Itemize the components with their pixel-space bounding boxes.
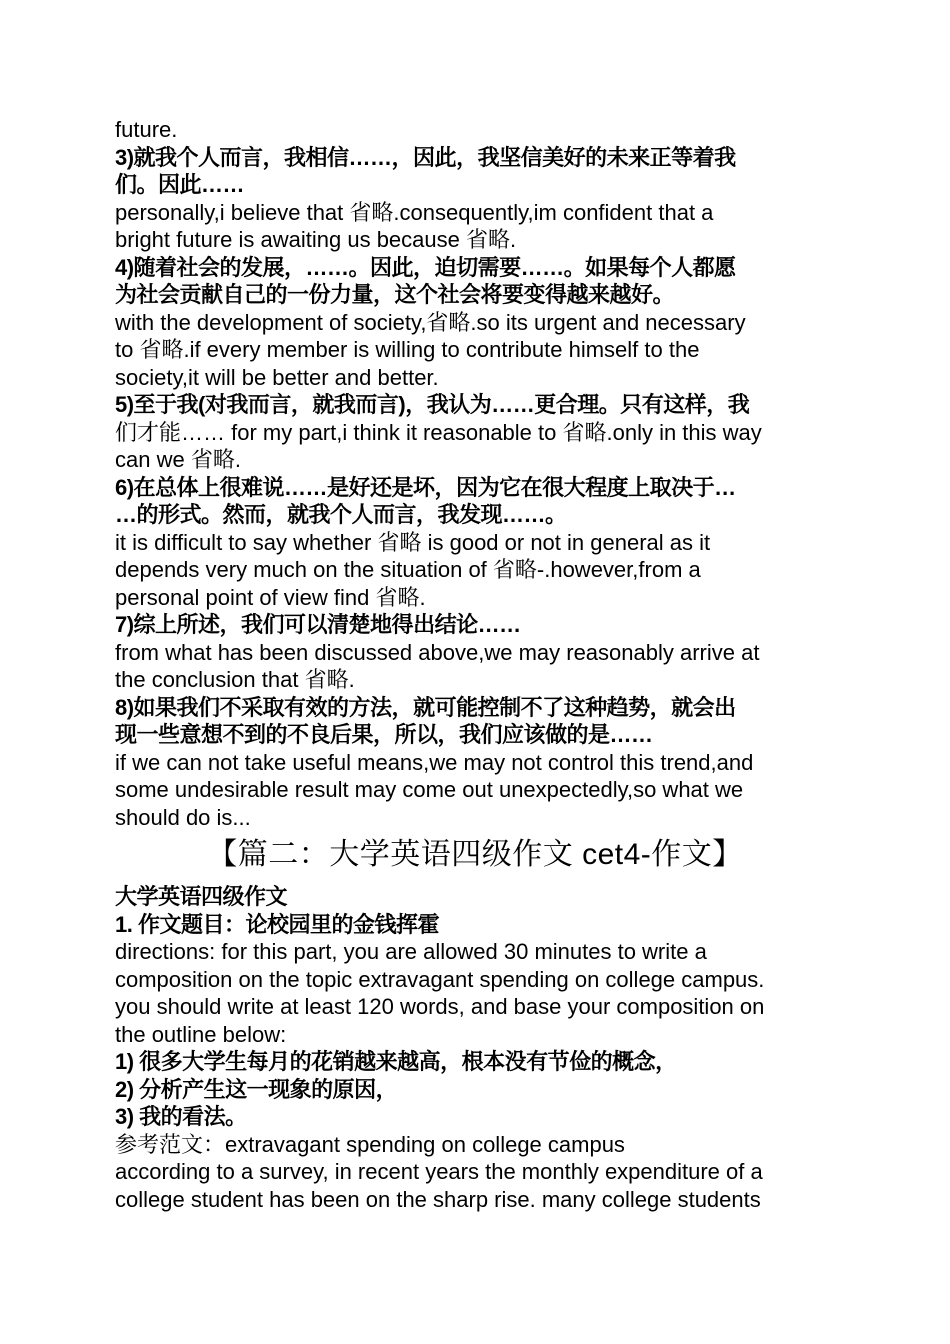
- text-line: 为社会贡献自己的一份力量，这个社会将要变得越来越好。: [115, 282, 675, 307]
- text-line: directions: for this part, you are allowed 30 minutes to write a: [115, 939, 707, 964]
- text-line: 4)随着社会的发展，……。因此，迫切需要……。如果每个人都愿: [115, 254, 736, 280]
- text-line: 们。因此……: [115, 172, 245, 197]
- text-line: 7)综上所述，我们可以清楚地得出结论……: [115, 612, 521, 637]
- document-body: [115, 116, 835, 1213]
- text-line: future.: [115, 117, 178, 142]
- text-line: should do is...: [115, 804, 251, 830]
- text-line: bright future is awaiting us because 省略.: [115, 227, 517, 252]
- text-line: 大学英语四级作文: [115, 884, 288, 909]
- text-line: can we 省略.: [115, 447, 241, 472]
- text-line: composition on the topic extravagant spending on college campus.: [115, 966, 765, 992]
- section-heading: 【篇二：大学英语四级作文 cet4-作文】: [207, 838, 743, 871]
- text-line: with the development of society,省略.so its urgent and necessary: [115, 309, 746, 335]
- text-line: 6)在总体上很难说……是好还是坏，因为它在很大程度上取决于…: [115, 474, 736, 500]
- text-line: you should write at least 120 words, and base your composition on: [115, 994, 765, 1019]
- text-line: it is difficult to say whether 省略 is good or not in general as it: [115, 529, 711, 555]
- text-line: some undesirable result may come out unexpectedly,so what we: [115, 777, 744, 802]
- text-line: to 省略.if every member is willing to contribute himself to the: [115, 337, 700, 362]
- text-line: college student has been on the sharp rise. many college students: [115, 1186, 761, 1212]
- text-line: society,it will be better and better.: [115, 364, 439, 390]
- text-line: 们才能…… for my part,i think it reasonable to 省略.only in this way: [115, 419, 762, 445]
- text-line: from what has been discussed above,we may reasonably arrive at: [115, 639, 760, 665]
- text-line: 8)如果我们不采取有效的方法，就可能控制不了这种趋势，就会出: [115, 694, 736, 720]
- text-line: 5)至于我(对我而言，就我而言)，我认为……更合理。只有这样，我: [115, 392, 750, 417]
- text-line: the conclusion that 省略.: [115, 667, 355, 692]
- text-line: 1. 作文题目：论校园里的金钱挥霍: [115, 911, 439, 937]
- text-line: 3)就我个人而言，我相信……，因此，我坚信美好的未来正等着我: [115, 144, 736, 170]
- text-line: 现一些意想不到的不良后果，所以，我们应该做的是……: [115, 722, 653, 747]
- text-line: according to a survey, in recent years the monthly expenditure of a: [115, 1159, 763, 1184]
- text-line: 3) 我的看法。: [115, 1104, 247, 1129]
- text-line: personally,i believe that 省略.consequently,im confident that a: [115, 199, 714, 225]
- text-line: the outline below:: [115, 1021, 287, 1047]
- text-line: 参考范文：extravagant spending on college campus: [115, 1131, 625, 1157]
- text-line: 1) 很多大学生每月的花销越来越高，根本没有节俭的概念，: [115, 1049, 677, 1074]
- text-line: 2) 分析产生这一现象的原因，: [115, 1076, 398, 1102]
- text-line: …的形式。然而，就我个人而言，我发现……。: [115, 502, 567, 527]
- text-line: depends very much on the situation of 省略-.however,from a: [115, 557, 701, 582]
- text-line: if we can not take useful means,we may not control this trend,and: [115, 749, 754, 775]
- text-line: personal point of view find 省略.: [115, 584, 426, 610]
